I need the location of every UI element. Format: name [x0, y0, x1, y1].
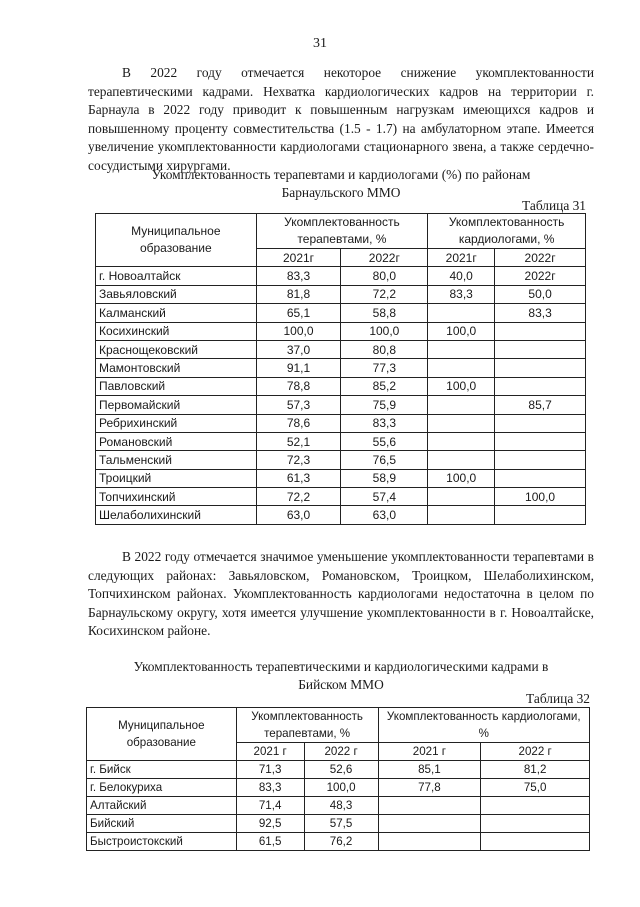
table-row [96, 285, 586, 303]
municipality-cell: Романовский [96, 432, 257, 450]
table-row [96, 322, 586, 340]
table32-year: 2021 г [236, 743, 304, 761]
therapists-2022-cell: 55,6 [341, 432, 428, 450]
table-row [96, 359, 586, 377]
table32-col-therapists: Укомплектованность терапевтами, % [236, 708, 378, 743]
table-row [87, 761, 590, 779]
municipality-cell: Троицкий [96, 469, 257, 487]
cardiologists-2021-cell [428, 506, 495, 524]
page-number: 31 [313, 36, 327, 51]
cardiologists-2022-cell [481, 833, 590, 851]
municipality-cell: Калманский [96, 304, 257, 322]
therapists-2022-cell: 57,5 [304, 815, 378, 833]
municipality-cell: Косихинский [96, 322, 257, 340]
therapists-2022-cell: 48,3 [304, 797, 378, 815]
therapists-2021-cell: 37,0 [256, 340, 341, 358]
cardiologists-2022-cell: 50,0 [495, 285, 586, 303]
table31-col-therapists: Укомплектованность терапевтами, % [256, 214, 428, 249]
cardiologists-2021-cell [428, 451, 495, 469]
table-32 [86, 707, 590, 851]
therapists-2022-cell: 72,2 [341, 285, 428, 303]
cardiologists-2022-cell [495, 322, 586, 340]
municipality-cell: г. Бийск [87, 761, 237, 779]
table31-col-cardiologists: Укомплектованность кардиологами, % [428, 214, 586, 249]
therapists-2021-cell: 78,6 [256, 414, 341, 432]
cardiologists-2022-cell [481, 797, 590, 815]
therapists-2022-cell: 80,0 [341, 267, 428, 285]
therapists-2021-cell: 57,3 [256, 396, 341, 414]
cardiologists-2022-cell: 83,3 [495, 304, 586, 322]
therapists-2022-cell: 76,2 [304, 833, 378, 851]
table32-label: Таблица 32 [526, 691, 590, 706]
therapists-2022-cell: 63,0 [341, 506, 428, 524]
municipality-cell: Ребрихинский [96, 414, 257, 432]
cardiologists-2021-cell [428, 414, 495, 432]
municipality-cell: Тальменский [96, 451, 257, 469]
paragraph-2-text: В 2022 году отмечается значимое уменьшение укомплектованности терапевтами в следующих районах: Завьяловском, Романовском, Троицком, Шелаболихинском, Топчихинском районах. Укомплектованность кардиологами недостаточна в целом по Барнаульскому округу, хотя имеется улучшение укомплектованности в г. Новоалтайске, Косихинском районе. [88, 549, 594, 638]
cardiologists-2022-cell: 2022г [495, 267, 586, 285]
table-row [96, 469, 586, 487]
therapists-2021-cell: 63,0 [256, 506, 341, 524]
cardiologists-2021-cell [428, 488, 495, 506]
therapists-2022-cell: 100,0 [341, 322, 428, 340]
table31-col-municipality: Муниципальное образование [96, 214, 257, 267]
therapists-2021-cell: 91,1 [256, 359, 341, 377]
table-row [96, 414, 586, 432]
therapists-2022-cell: 100,0 [304, 779, 378, 797]
table32-col-municipality: Муниципальное образование [87, 708, 237, 761]
therapists-2021-cell: 83,3 [236, 779, 304, 797]
table31-year: 2021г [256, 249, 341, 267]
therapists-2021-cell: 100,0 [256, 322, 341, 340]
therapists-2022-cell: 77,3 [341, 359, 428, 377]
table31-title-line2: Барнаульского ММО [281, 185, 401, 200]
therapists-2021-cell: 52,1 [256, 432, 341, 450]
cardiologists-2022-cell [495, 469, 586, 487]
table-row [96, 396, 586, 414]
therapists-2021-cell: 61,3 [256, 469, 341, 487]
cardiologists-2021-cell [378, 833, 481, 851]
municipality-cell: Мамонтовский [96, 359, 257, 377]
table-row [96, 451, 586, 469]
therapists-2022-cell: 80,8 [341, 340, 428, 358]
therapists-2022-cell: 58,9 [341, 469, 428, 487]
therapists-2021-cell: 71,4 [236, 797, 304, 815]
therapists-2021-cell: 83,3 [256, 267, 341, 285]
cardiologists-2021-cell [378, 797, 481, 815]
municipality-cell: Топчихинский [96, 488, 257, 506]
municipality-cell: г. Новоалтайск [96, 267, 257, 285]
therapists-2022-cell: 57,4 [341, 488, 428, 506]
therapists-2021-cell: 65,1 [256, 304, 341, 322]
cardiologists-2022-cell [495, 340, 586, 358]
cardiologists-2021-cell [428, 432, 495, 450]
table32-year: 2022 г [481, 743, 590, 761]
cardiologists-2022-cell [495, 359, 586, 377]
municipality-cell: Павловский [96, 377, 257, 395]
table-row [96, 340, 586, 358]
municipality-cell: г. Белокуриха [87, 779, 237, 797]
cardiologists-2021-cell [428, 396, 495, 414]
therapists-2021-cell: 92,5 [236, 815, 304, 833]
cardiologists-2021-cell [428, 304, 495, 322]
paragraph-2 [88, 548, 594, 641]
municipality-cell: Первомайский [96, 396, 257, 414]
therapists-2021-cell: 72,3 [256, 451, 341, 469]
table31-year: 2022г [341, 249, 428, 267]
cardiologists-2021-cell [378, 815, 481, 833]
table32-year: 2022 г [304, 743, 378, 761]
table32-body [87, 761, 590, 851]
table-row [96, 506, 586, 524]
paragraph-1 [88, 64, 594, 175]
therapists-2022-cell: 83,3 [341, 414, 428, 432]
therapists-2022-cell: 58,8 [341, 304, 428, 322]
therapists-2022-cell: 76,5 [341, 451, 428, 469]
cardiologists-2022-cell [495, 432, 586, 450]
cardiologists-2021-cell: 85,1 [378, 761, 481, 779]
table-row [96, 304, 586, 322]
table31-title-line1: Укомплектованность терапевтами и кардиологами (%) по районам [151, 167, 531, 182]
therapists-2021-cell: 71,3 [236, 761, 304, 779]
cardiologists-2022-cell [495, 414, 586, 432]
table32-header-row [87, 708, 590, 743]
cardiologists-2021-cell: 83,3 [428, 285, 495, 303]
table-row [96, 488, 586, 506]
table32-year: 2021 г [378, 743, 481, 761]
cardiologists-2021-cell [428, 340, 495, 358]
cardiologists-2022-cell [495, 506, 586, 524]
therapists-2021-cell: 72,2 [256, 488, 341, 506]
table31-header-row [96, 214, 586, 249]
cardiologists-2022-cell: 81,2 [481, 761, 590, 779]
table-row [96, 377, 586, 395]
municipality-cell: Быстроистокский [87, 833, 237, 851]
table32-title-line1: Укомплектованность терапевтическими и кардиологическими кадрами в [133, 659, 549, 674]
table31-label: Таблица 31 [522, 198, 586, 213]
cardiologists-2021-cell [428, 359, 495, 377]
cardiologists-2022-cell [481, 815, 590, 833]
table-31 [95, 213, 586, 525]
cardiologists-2021-cell: 100,0 [428, 469, 495, 487]
table32-title [88, 658, 594, 694]
cardiologists-2021-cell: 40,0 [428, 267, 495, 285]
table-row [87, 779, 590, 797]
table-row [96, 432, 586, 450]
therapists-2021-cell: 81,8 [256, 285, 341, 303]
municipality-cell: Бийский [87, 815, 237, 833]
table-row [87, 815, 590, 833]
municipality-cell: Краснощековский [96, 340, 257, 358]
table31-year: 2022г [495, 249, 586, 267]
table32-title-line2: Бийском ММО [298, 677, 384, 692]
cardiologists-2022-cell: 85,7 [495, 396, 586, 414]
table31-title [88, 166, 594, 202]
paragraph-1-text: В 2022 году отмечается некоторое снижение укомплектованности терапевтическими кадрами. Нехватка кардиологических кадров на территории г. Барнаула в 2022 году приводит к повышенным нагрузкам имеющихся кадров и повышенному проценту совместительства (1.5 - 1.7) на амбулаторном этапе. Имеется увеличение укомплектованности кардиологами стационарного звена, а также сердечно-сосудистыми хирургами. [88, 65, 594, 173]
cardiologists-2021-cell: 100,0 [428, 377, 495, 395]
therapists-2022-cell: 85,2 [341, 377, 428, 395]
cardiologists-2022-cell [495, 451, 586, 469]
table-row [96, 267, 586, 285]
table31-year: 2021г [428, 249, 495, 267]
municipality-cell: Алтайский [87, 797, 237, 815]
cardiologists-2022-cell: 75,0 [481, 779, 590, 797]
table32-col-cardiologists: Укомплектованность кардиологами, % [378, 708, 589, 743]
municipality-cell: Завьяловский [96, 285, 257, 303]
cardiologists-2021-cell: 77,8 [378, 779, 481, 797]
therapists-2021-cell: 78,8 [256, 377, 341, 395]
cardiologists-2022-cell: 100,0 [495, 488, 586, 506]
therapists-2022-cell: 52,6 [304, 761, 378, 779]
therapists-2022-cell: 75,9 [341, 396, 428, 414]
table-row [87, 797, 590, 815]
table-row [87, 833, 590, 851]
municipality-cell: Шелаболихинский [96, 506, 257, 524]
therapists-2021-cell: 61,5 [236, 833, 304, 851]
table31-body [96, 267, 586, 524]
cardiologists-2021-cell: 100,0 [428, 322, 495, 340]
cardiologists-2022-cell [495, 377, 586, 395]
